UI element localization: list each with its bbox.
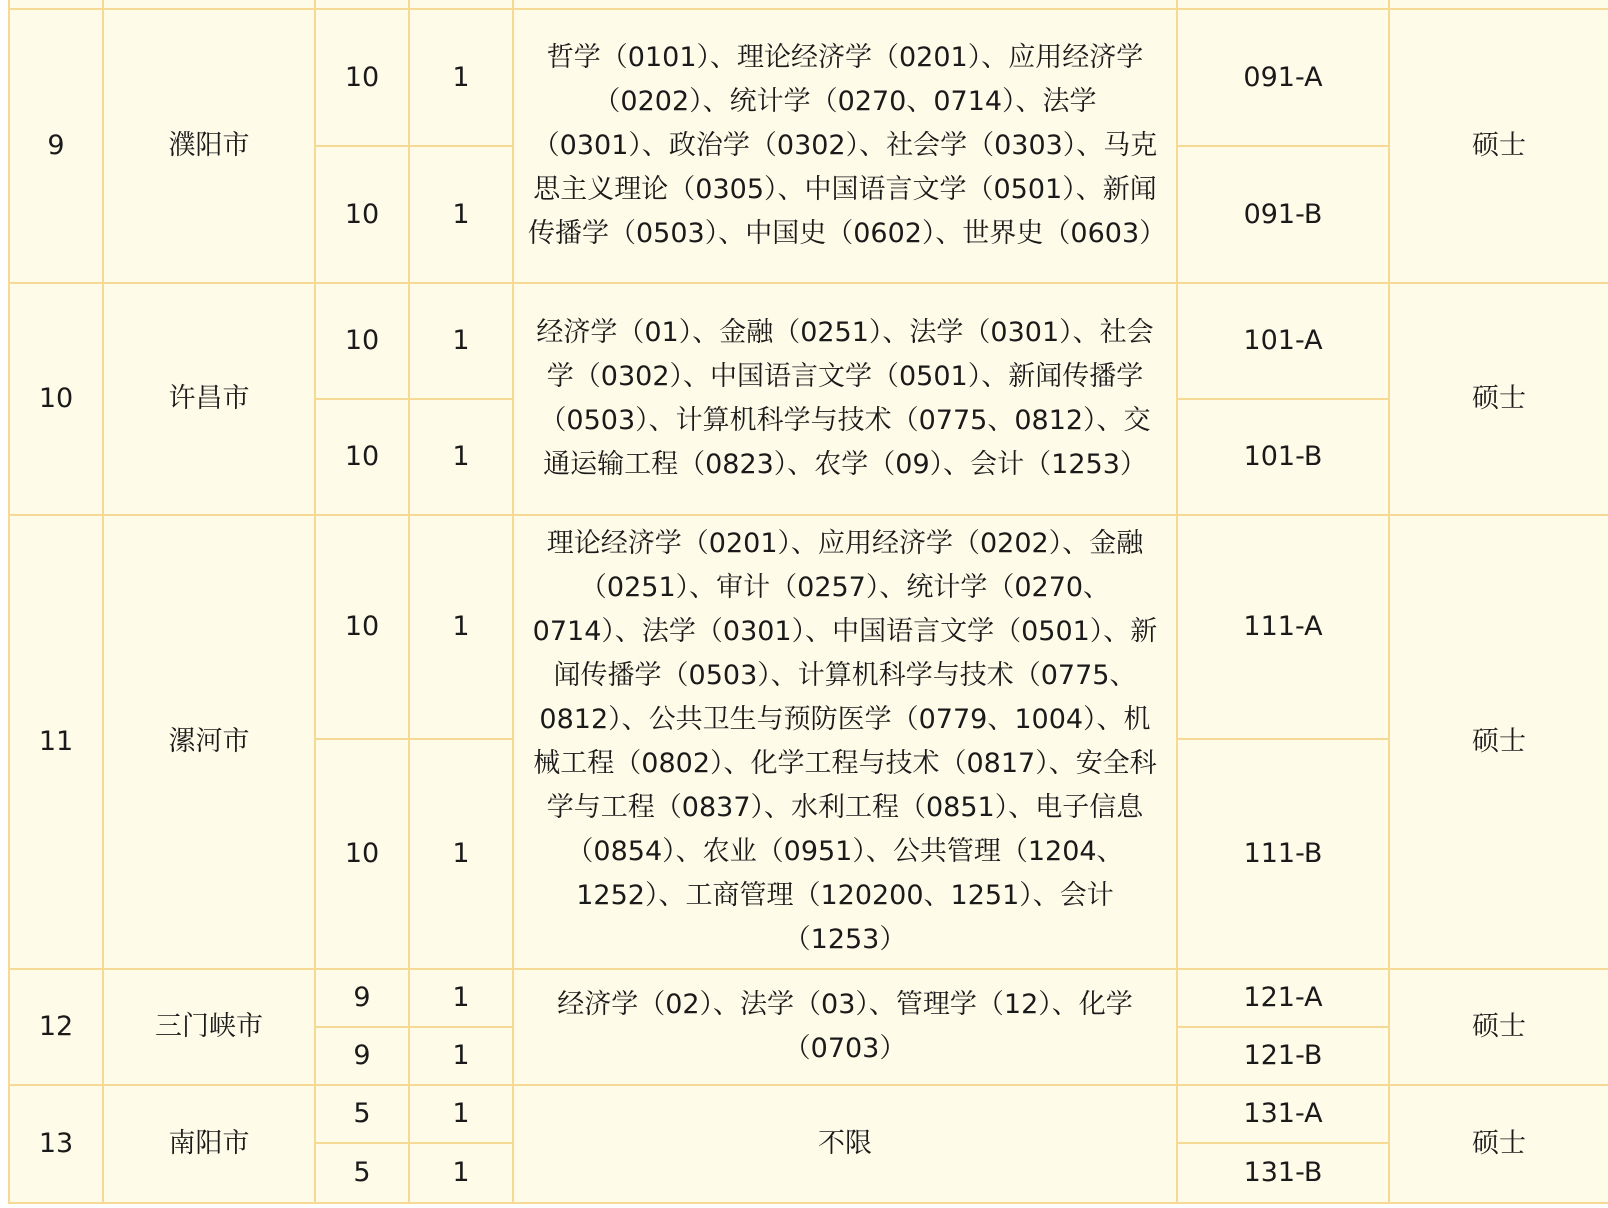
table-row (9, 9, 1608, 146)
count-cell: 10 (315, 515, 409, 739)
position-code-cell: 101-B (1177, 399, 1389, 515)
degree-cell: 硕士 (1389, 969, 1608, 1085)
quota-cell: 1 (409, 146, 513, 283)
major-requirement-cell: 经济学（01）、金融（0251）、法学（0301）、社会学（0302）、中国语言文学（0501）、新闻传播学（0503）、计算机科学与技术（0775、0812）、交通运输工程（0823）、农学（09）、会计（1253） (513, 283, 1177, 515)
table-row (9, 969, 1608, 1027)
city-cell: 漯河市 (103, 515, 315, 969)
degree-cell: 硕士 (1389, 283, 1608, 515)
city-quota-table-container (8, 0, 1608, 1204)
count-cell: 10 (315, 283, 409, 399)
city-cell: 三门峡市 (103, 969, 315, 1085)
row-number-cell: 13 (9, 1085, 103, 1203)
degree-cell: 硕士 (1389, 515, 1608, 969)
table-row-top-edge (9, 0, 1608, 9)
count-cell: 10 (315, 399, 409, 515)
position-code-cell: 101-A (1177, 283, 1389, 399)
table-row (9, 283, 1608, 399)
degree-cell: 硕士 (1389, 1085, 1608, 1203)
row-number-cell: 9 (9, 9, 103, 283)
table-row (9, 1085, 1608, 1143)
count-cell: 9 (315, 969, 409, 1027)
position-code-cell: 111-B (1177, 739, 1389, 969)
table-row (9, 515, 1608, 739)
position-code-cell: 121-B (1177, 1027, 1389, 1085)
position-code-cell: 111-A (1177, 515, 1389, 739)
degree-cell: 硕士 (1389, 9, 1608, 283)
major-requirement-cell: 经济学（02）、法学（03）、管理学（12）、化学（0703） (513, 969, 1177, 1085)
count-cell: 10 (315, 9, 409, 146)
major-requirement-cell: 理论经济学（0201）、应用经济学（0202）、金融（0251）、审计（0257）、统计学（0270、0714）、法学（0301）、中国语言文学（0501）、新闻传播学（0503）、计算机科学与技术（0775、0812）、公共卫生与预防医学（0779、1004）、机械工程（0802）、化学工程与技术（0817）、安全科学与工程（0837）、水利工程（0851）、电子信息（0854）、农业（0951）、公共管理（1204、1252）、工商管理（120200、1251）、会计（1253） (513, 515, 1177, 969)
major-requirement-cell: 哲学（0101）、理论经济学（0201）、应用经济学（0202）、统计学（0270、0714）、法学（0301）、政治学（0302）、社会学（0303）、马克思主义理论（0305）、中国语言文学（0501）、新闻传播学（0503）、中国史（0602）、世界史（0603） (513, 9, 1177, 283)
count-cell: 10 (315, 739, 409, 969)
city-quota-table (8, 0, 1608, 1204)
city-cell: 濮阳市 (103, 9, 315, 283)
quota-cell: 1 (409, 969, 513, 1027)
major-requirement-cell: 不限 (513, 1085, 1177, 1203)
row-number-cell: 12 (9, 969, 103, 1085)
quota-cell: 1 (409, 1085, 513, 1143)
quota-cell: 1 (409, 739, 513, 969)
quota-cell: 1 (409, 1143, 513, 1203)
quota-cell: 1 (409, 399, 513, 515)
city-cell: 南阳市 (103, 1085, 315, 1203)
quota-cell: 1 (409, 9, 513, 146)
city-cell: 许昌市 (103, 283, 315, 515)
quota-cell: 1 (409, 283, 513, 399)
position-code-cell: 091-A (1177, 9, 1389, 146)
count-cell: 9 (315, 1027, 409, 1085)
position-code-cell: 121-A (1177, 969, 1389, 1027)
position-code-cell: 131-A (1177, 1085, 1389, 1143)
row-number-cell: 10 (9, 283, 103, 515)
quota-cell: 1 (409, 515, 513, 739)
count-cell: 5 (315, 1085, 409, 1143)
count-cell: 10 (315, 146, 409, 283)
position-code-cell: 091-B (1177, 146, 1389, 283)
position-code-cell: 131-B (1177, 1143, 1389, 1203)
count-cell: 5 (315, 1143, 409, 1203)
row-number-cell: 11 (9, 515, 103, 969)
quota-cell: 1 (409, 1027, 513, 1085)
